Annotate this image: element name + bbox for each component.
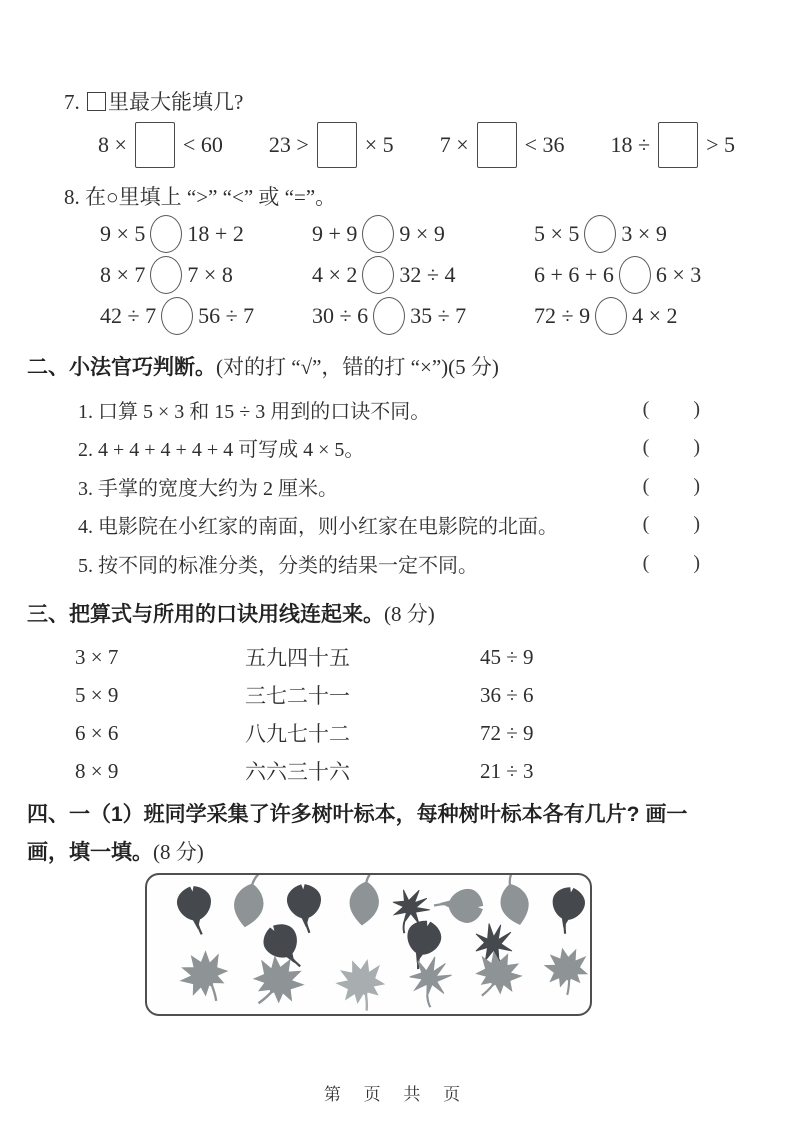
equation-right: < 36 <box>524 132 565 157</box>
section3-title-main: 三、把算式与所用的口诀用线连起来。 <box>27 603 384 626</box>
leaf-tulip-icon <box>433 886 485 924</box>
section3-title <box>27 598 435 628</box>
leaf-birch-icon <box>494 875 533 928</box>
section2-title-main: 二、小法官巧判断。 <box>27 356 216 379</box>
equation-left: 18 ÷ <box>610 132 651 157</box>
equation-right: > 5 <box>706 132 736 157</box>
comparison-item <box>100 254 312 295</box>
page-footer: 第 页 共 页 <box>323 1085 470 1104</box>
judgment-item <box>78 467 700 506</box>
compare-right: 4 × 2 <box>632 302 678 328</box>
comparison-item <box>312 213 534 254</box>
answer-parens: ( ) <box>642 474 700 497</box>
compare-left: 9 + 9 <box>312 220 358 246</box>
question7-number: 7. <box>64 90 80 114</box>
question7-equations <box>98 122 735 168</box>
answer-parens: ( ) <box>642 551 700 574</box>
matching-exercise <box>75 638 640 790</box>
answer-circle <box>595 297 627 335</box>
section2-title <box>27 351 499 381</box>
judgment-text: 1. 口算 5 × 3 和 15 ÷ 3 用到的口诀不同。 <box>78 400 431 423</box>
match-expression: 5 × 9 <box>75 682 119 707</box>
judgment-item <box>78 429 700 468</box>
judgment-text: 5. 按不同的标准分类，分类的结果一定不同。 <box>78 554 478 577</box>
match-koujue: 八九七十二 <box>245 722 350 746</box>
leaf-specimen-box <box>145 873 592 1016</box>
comparison-item <box>534 213 734 254</box>
comparison-item <box>534 295 734 336</box>
answer-circle <box>161 297 193 335</box>
judgment-item <box>78 506 700 545</box>
compare-left: 6 + 6 + 6 <box>534 261 614 287</box>
fill-blank-equation <box>440 122 565 168</box>
leaf-spiky-icon <box>404 952 455 1010</box>
leaf-tulip-icon <box>399 917 444 973</box>
leaf-tulip-icon <box>176 885 215 937</box>
compare-left: 4 × 2 <box>312 261 358 287</box>
match-division: 36 ÷ 6 <box>480 682 534 707</box>
leaf-box-image <box>147 875 590 1014</box>
equation-left: 23 > <box>268 132 309 157</box>
comparison-item <box>100 295 312 336</box>
answer-circle <box>373 297 405 335</box>
leaf-maple-icon <box>332 953 393 1014</box>
leaf-birch-icon <box>348 875 382 926</box>
compare-right: 35 ÷ 7 <box>410 302 467 328</box>
compare-right: 6 × 3 <box>655 261 702 287</box>
section4-title-line1: 四、一（1）班同学采集了许多树叶标本，每种树叶标本各有几片? 画一 <box>27 803 688 826</box>
answer-parens: ( ) <box>642 436 700 459</box>
fill-blank-equation <box>98 122 223 168</box>
judgment-list <box>78 390 700 583</box>
compare-right: 7 × 8 <box>187 261 233 287</box>
section3-title-note: (8 分) <box>384 602 435 626</box>
answer-circle <box>619 256 651 294</box>
equation-right: × 5 <box>364 132 394 157</box>
leaf-tulip-icon <box>547 885 587 937</box>
answer-box <box>477 122 517 168</box>
fill-blank-equation <box>611 122 736 168</box>
answer-parens: ( ) <box>642 513 700 536</box>
match-division: 72 ÷ 9 <box>480 720 534 745</box>
equation-left: 7 × <box>439 132 469 157</box>
answer-circle <box>362 215 394 253</box>
judgment-item <box>78 544 700 583</box>
answer-circle <box>362 256 394 294</box>
leaf-maple-icon <box>542 945 590 999</box>
equation-left: 8 × <box>98 132 127 157</box>
judgment-text: 4. 电影院在小红家的南面，则小红家在电影院的北面。 <box>78 516 558 539</box>
leaf-maple-icon <box>173 943 239 1010</box>
comparison-item <box>100 213 312 254</box>
compare-right: 9 × 9 <box>399 220 445 246</box>
answer-box <box>317 122 357 168</box>
equation-right: < 60 <box>182 132 223 157</box>
compare-left: 42 ÷ 7 <box>100 302 157 328</box>
judgment-item <box>78 390 700 429</box>
match-expression: 6 × 6 <box>75 720 119 745</box>
answer-circle <box>150 256 182 294</box>
question8-title: 8. 在○里填上 “>” “<” 或 “=”。 <box>64 185 337 209</box>
leaf-maple-icon <box>243 948 310 1014</box>
leaf-birch-icon <box>231 875 268 929</box>
compare-right: 18 + 2 <box>187 220 244 246</box>
answer-circle <box>150 215 182 253</box>
match-koujue: 五九四十五 <box>245 646 350 670</box>
question7-title <box>64 86 243 116</box>
leaf-collection <box>173 875 590 1014</box>
compare-right: 56 ÷ 7 <box>198 302 255 328</box>
match-expression: 8 × 9 <box>75 758 119 783</box>
match-division: 21 ÷ 3 <box>480 758 534 783</box>
comparison-item <box>312 254 534 295</box>
comparison-item <box>534 254 734 295</box>
compare-left: 5 × 5 <box>534 220 580 246</box>
fill-blank-equation <box>269 122 394 168</box>
answer-circle <box>584 215 616 253</box>
question8-comparisons <box>100 213 734 336</box>
match-koujue: 六六三十六 <box>245 760 350 784</box>
compare-right: 32 ÷ 4 <box>399 261 456 287</box>
leaf-tulip-icon <box>286 884 322 934</box>
answer-box <box>135 122 175 168</box>
section2-title-note: (对的打 “√”，错的打 “×”)(5 分) <box>216 355 499 379</box>
section4-title-line2 <box>27 836 767 866</box>
blank-box-icon <box>87 92 106 111</box>
section4-title-line2-main: 画，填一填。 <box>27 841 153 864</box>
match-division: 45 ÷ 9 <box>480 644 534 669</box>
compare-left: 30 ÷ 6 <box>312 302 369 328</box>
answer-parens: ( ) <box>642 397 700 420</box>
match-koujue: 三七二十一 <box>245 684 350 708</box>
match-expression: 3 × 7 <box>75 644 119 669</box>
section4-title-line2-note: (8 分) <box>153 840 204 864</box>
compare-left: 9 × 5 <box>100 220 146 246</box>
question7-prompt: 里最大能填几? <box>108 90 244 114</box>
compare-left: 8 × 7 <box>100 261 146 287</box>
answer-box <box>658 122 698 168</box>
comparison-item <box>312 295 534 336</box>
compare-left: 72 ÷ 9 <box>534 302 591 328</box>
judgment-text: 2. 4 + 4 + 4 + 4 + 4 可写成 4 × 5。 <box>78 439 365 462</box>
judgment-text: 3. 手掌的宽度大约为 2 厘米。 <box>78 477 338 500</box>
compare-right: 3 × 9 <box>621 220 667 246</box>
